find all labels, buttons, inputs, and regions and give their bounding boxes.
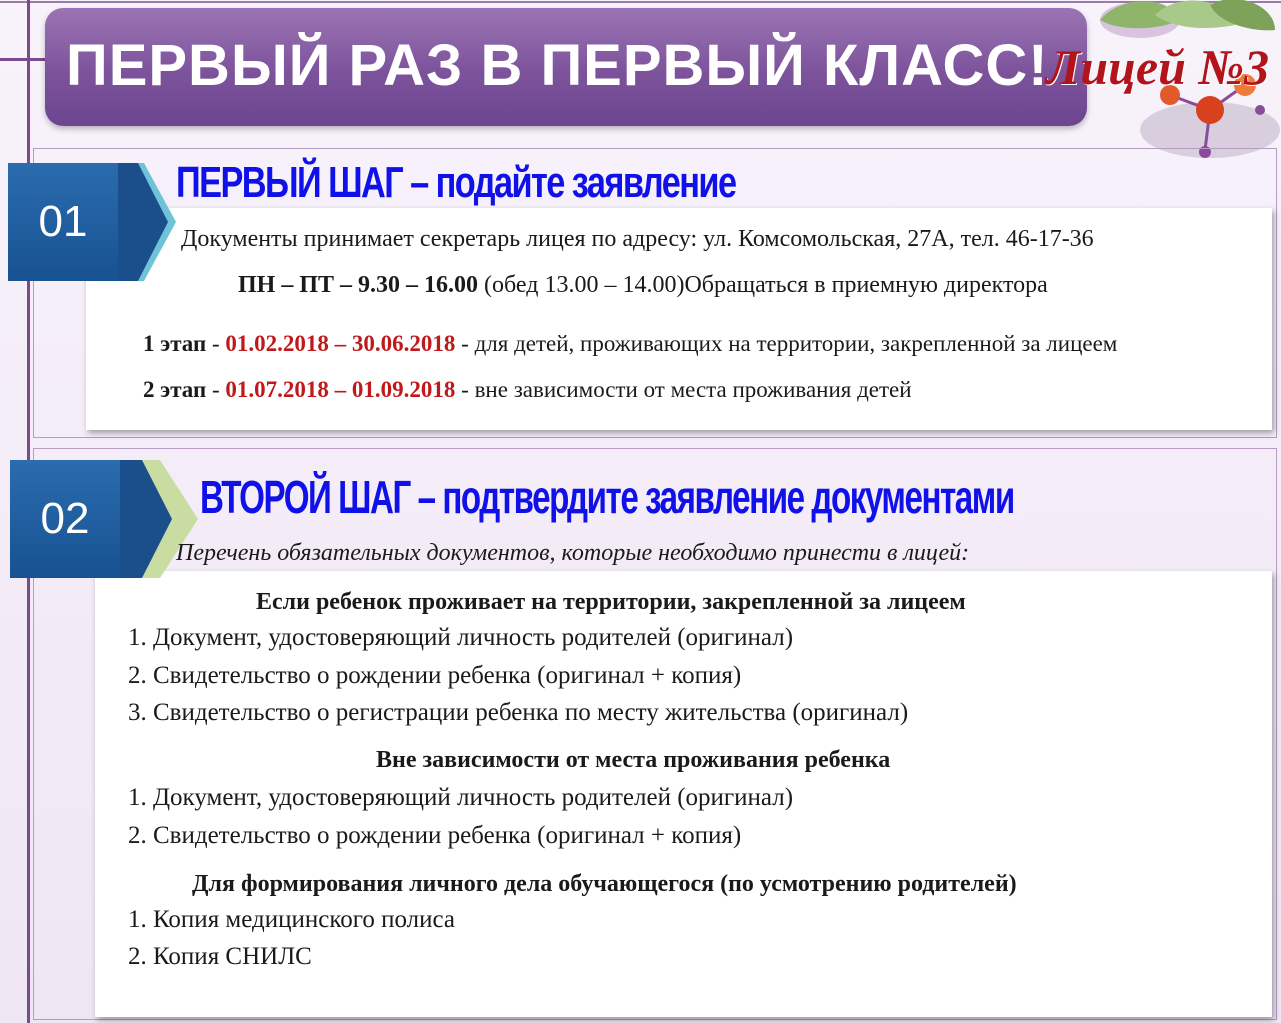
logo-text: Лицей №3 (1046, 39, 1270, 95)
stage1-sep1: - (206, 331, 226, 356)
step1-title: ПЕРВЫЙ ШАГ – подайте заявление (176, 158, 736, 207)
section1-heading: Если ребенок проживает на территории, закрепленной за лицеем (256, 589, 966, 615)
section2-item-2: 2. Свидетельство о рождении ребенка (оригинал + копия) (128, 822, 742, 849)
hours-bold: ПН – ПТ – 9.30 – 16.00 (238, 272, 479, 298)
section2-heading: Вне зависимости от места проживания ребенка (376, 747, 891, 773)
stage2-line (143, 377, 912, 403)
section3-heading: Для формирования личного дела обучающегося (по усмотрению родителей) (192, 871, 1017, 897)
section1-item-1: 1. Документ, удостоверяющий личность родителей (оригинал) (128, 624, 794, 651)
stage1-text: для детей, проживающих на территории, закрепленной за лицеем (474, 331, 1118, 356)
step2-number-badge: 02 (10, 460, 120, 578)
stage2-label: 2 этап (143, 377, 207, 402)
stage2-dates: 01.07.2018 – 01.09.2018 (225, 377, 456, 402)
stage1-line (143, 331, 1117, 357)
stage2-sep1: - (206, 377, 226, 402)
stage1-dates: 01.02.2018 – 30.06.2018 (225, 331, 456, 356)
section3-item-2: 2. Копия СНИЛС (128, 943, 312, 970)
step1-chevron-icon (118, 163, 178, 281)
step1-hours (238, 272, 1048, 299)
stage2-text: вне зависимости от места проживания детей (474, 377, 912, 402)
section3-item-1: 1. Копия медицинского полиса (128, 906, 456, 933)
section2-item-1: 1. Документ, удостоверяющий личность родителей (оригинал) (128, 784, 794, 811)
page-title: ПЕРВЫЙ РАЗ В ПЕРВЫЙ КЛАСС! (66, 33, 1049, 98)
step1-address: Документы принимает секретарь лицея по адресу: ул. Комсомольская, 27А, тел. 46-17-36 (181, 226, 1094, 252)
section1-item-3: 3. Свидетельство о регистрации ребенка по месту жительства (оригинал) (128, 699, 909, 726)
step2-title: ВТОРОЙ ШАГ – подтвердите заявление документами (200, 471, 1014, 523)
stage2-sep2: - (455, 377, 475, 402)
step2-intro: Перечень обязательных документов, которые необходимо принести в лицей: (176, 540, 970, 566)
step1-number-badge: 01 (8, 163, 118, 281)
section1-item-2: 2. Свидетельство о рождении ребенка (оригинал + копия) (128, 662, 742, 689)
stage1-sep2: - (455, 331, 475, 356)
hours-rest: (обед 13.00 – 14.00)Обращаться в приемную директора (478, 272, 1048, 298)
stage1-label: 1 этап (143, 331, 207, 356)
